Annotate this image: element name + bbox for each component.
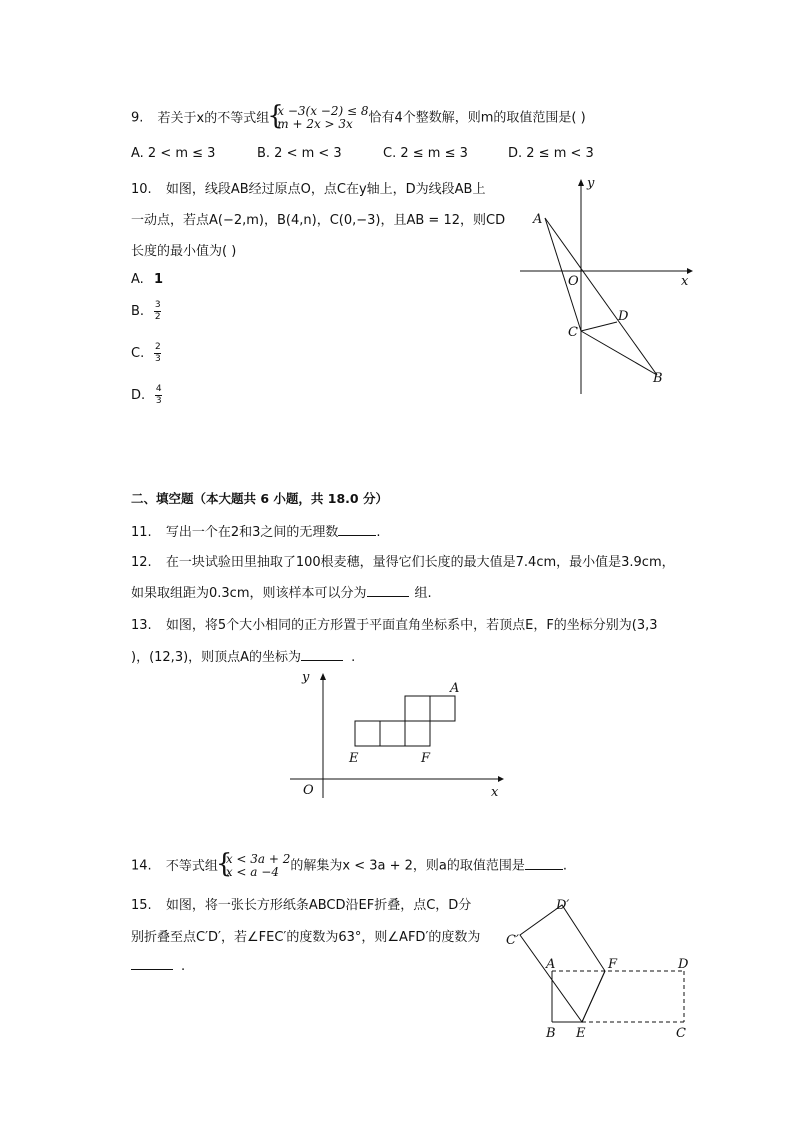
- question-text: 在一块试验田里抽取了100根麦穗，量得它们长度的最大值是7.4cm，最小值是3.9cm，: [165, 555, 675, 570]
- question-text: 如图，将一张长方形纸条ABCD沿EF折叠，点C，D分: [165, 898, 472, 913]
- square: [355, 721, 380, 746]
- x-axis-arrow-icon: [498, 776, 504, 782]
- question-text: 长度的最小值为( ): [131, 244, 237, 259]
- inequality-system: [218, 853, 291, 879]
- label-a: A: [533, 212, 543, 227]
- question-text: 恰有4个整数解，则m的取值范围是( ): [368, 110, 586, 126]
- question-text: 不等式组: [165, 858, 218, 874]
- question-number: 10.: [131, 182, 152, 197]
- square: [405, 721, 430, 746]
- option-letter: D.: [131, 388, 146, 403]
- question-text: 如图，将5个大小相同的正方形置于平面直角坐标系中，若顶点E，F的坐标分别为(3,3: [165, 618, 658, 633]
- question-number: 9.: [131, 110, 144, 126]
- denominator: 2: [154, 312, 161, 322]
- fraction: [154, 301, 161, 322]
- question-12: [131, 551, 675, 570]
- inequality-system: [269, 105, 368, 131]
- y-axis-arrow-icon: [578, 179, 584, 186]
- answer-blank[interactable]: [525, 858, 563, 870]
- question-13: [131, 614, 658, 633]
- square: [405, 696, 430, 721]
- option-letter: B.: [131, 304, 145, 319]
- denominator: 3: [155, 396, 162, 406]
- question-number: 15.: [131, 898, 152, 913]
- option-value: 1: [153, 272, 163, 287]
- option-a: A. 2 < m ≤ 3: [131, 146, 216, 161]
- section-heading: 二、填空题（本大题共 6 小题，共 18.0 分）: [131, 491, 388, 506]
- inequality-line: m + 2x > 3x: [277, 117, 353, 131]
- question-9: [131, 105, 586, 131]
- option-b: B. 2 < m < 3: [257, 146, 342, 161]
- question-number: 11.: [131, 525, 152, 540]
- numerator: 2: [154, 342, 161, 352]
- option-d: [131, 385, 162, 406]
- q10-figure: [515, 172, 695, 400]
- question-text: 一动点，若点A(−2,m)，B(4,n)，C(0,−3)，且AB = 12，则CD: [131, 213, 506, 228]
- label-b: B: [653, 371, 663, 386]
- y-axis-arrow-icon: [320, 673, 326, 680]
- segment-cd: [581, 322, 617, 331]
- question-14: [131, 853, 567, 879]
- label-y: y: [302, 670, 310, 685]
- folded-flap: [520, 905, 605, 1022]
- numerator: 3: [154, 300, 161, 310]
- label-f: F: [421, 751, 431, 766]
- option-b: [131, 301, 161, 322]
- question-text: 如果取组距为0.3cm，则该样本可以分为: [131, 586, 367, 601]
- question-12-line2: [131, 582, 432, 601]
- question-text: .: [376, 525, 381, 540]
- option-d: D. 2 ≤ m < 3: [508, 146, 594, 161]
- answer-blank[interactable]: [367, 585, 409, 597]
- label-e: E: [349, 751, 359, 766]
- answer-blank[interactable]: [338, 524, 376, 536]
- label-x: x: [681, 274, 689, 289]
- question-text: .: [562, 858, 568, 874]
- label-b: B: [546, 1026, 556, 1041]
- option-letter: C.: [131, 346, 145, 361]
- q13-figure: [285, 668, 510, 800]
- label-x: x: [491, 785, 499, 800]
- label-c-prime: C′: [506, 933, 519, 948]
- inequality-line: x < a −4: [225, 865, 279, 879]
- question-text: 别折叠至点C′D′，若∠FEC′的度数为63°，则∠AFD′的度数为: [131, 930, 481, 945]
- label-o: O: [568, 274, 579, 289]
- question-number: 12.: [131, 555, 152, 570]
- denominator: 3: [154, 354, 161, 364]
- option-letter: A.: [131, 272, 144, 287]
- question-15: [131, 894, 471, 913]
- question-15-line3: [131, 958, 185, 974]
- question-text: .: [351, 650, 356, 665]
- question-text: 如图，线段AB经过原点O，点C在y轴上，D为线段AB上: [165, 182, 486, 197]
- question-text: 写出一个在2和3之间的无理数: [165, 525, 339, 540]
- segment-ab: [545, 218, 657, 375]
- numerator: 4: [155, 384, 162, 394]
- question-text: 组.: [414, 586, 432, 601]
- option-c: [131, 343, 161, 364]
- question-text: 的解集为x < 3a + 2，则a的取值范围是: [290, 858, 525, 874]
- answer-blank[interactable]: [131, 958, 173, 970]
- label-a: A: [546, 957, 556, 972]
- question-text: .: [181, 959, 186, 974]
- label-d-prime: D′: [556, 898, 570, 913]
- label-d: D: [618, 309, 629, 324]
- question-10: [131, 178, 485, 197]
- question-text: )，(12,3)，则顶点A的坐标为: [131, 650, 302, 665]
- fraction: [154, 343, 161, 364]
- option-c: C. 2 ≤ m ≤ 3: [383, 146, 468, 161]
- answer-blank[interactable]: [301, 649, 343, 661]
- label-a: A: [450, 681, 460, 696]
- label-o: O: [303, 783, 314, 798]
- question-number: 14.: [131, 858, 152, 874]
- label-d: D: [678, 957, 689, 972]
- square: [430, 696, 455, 721]
- label-e: E: [576, 1026, 586, 1041]
- question-number: 13.: [131, 618, 152, 633]
- q15-figure: [500, 890, 700, 1042]
- inequality-line: { x < 3a + 2: [225, 852, 291, 866]
- label-f: F: [608, 957, 618, 972]
- label-y: y: [587, 176, 595, 191]
- fraction: [155, 385, 162, 406]
- question-11: [131, 521, 381, 540]
- option-a: [131, 272, 163, 287]
- label-c: C: [568, 325, 578, 340]
- question-text: 若关于x的不等式组: [157, 110, 270, 126]
- question-13-line2: [131, 646, 355, 665]
- square: [380, 721, 405, 746]
- label-c: C: [676, 1026, 686, 1041]
- segment-cb: [581, 331, 657, 375]
- inequality-line: { x −3(x −2) ≤ 8: [277, 104, 369, 118]
